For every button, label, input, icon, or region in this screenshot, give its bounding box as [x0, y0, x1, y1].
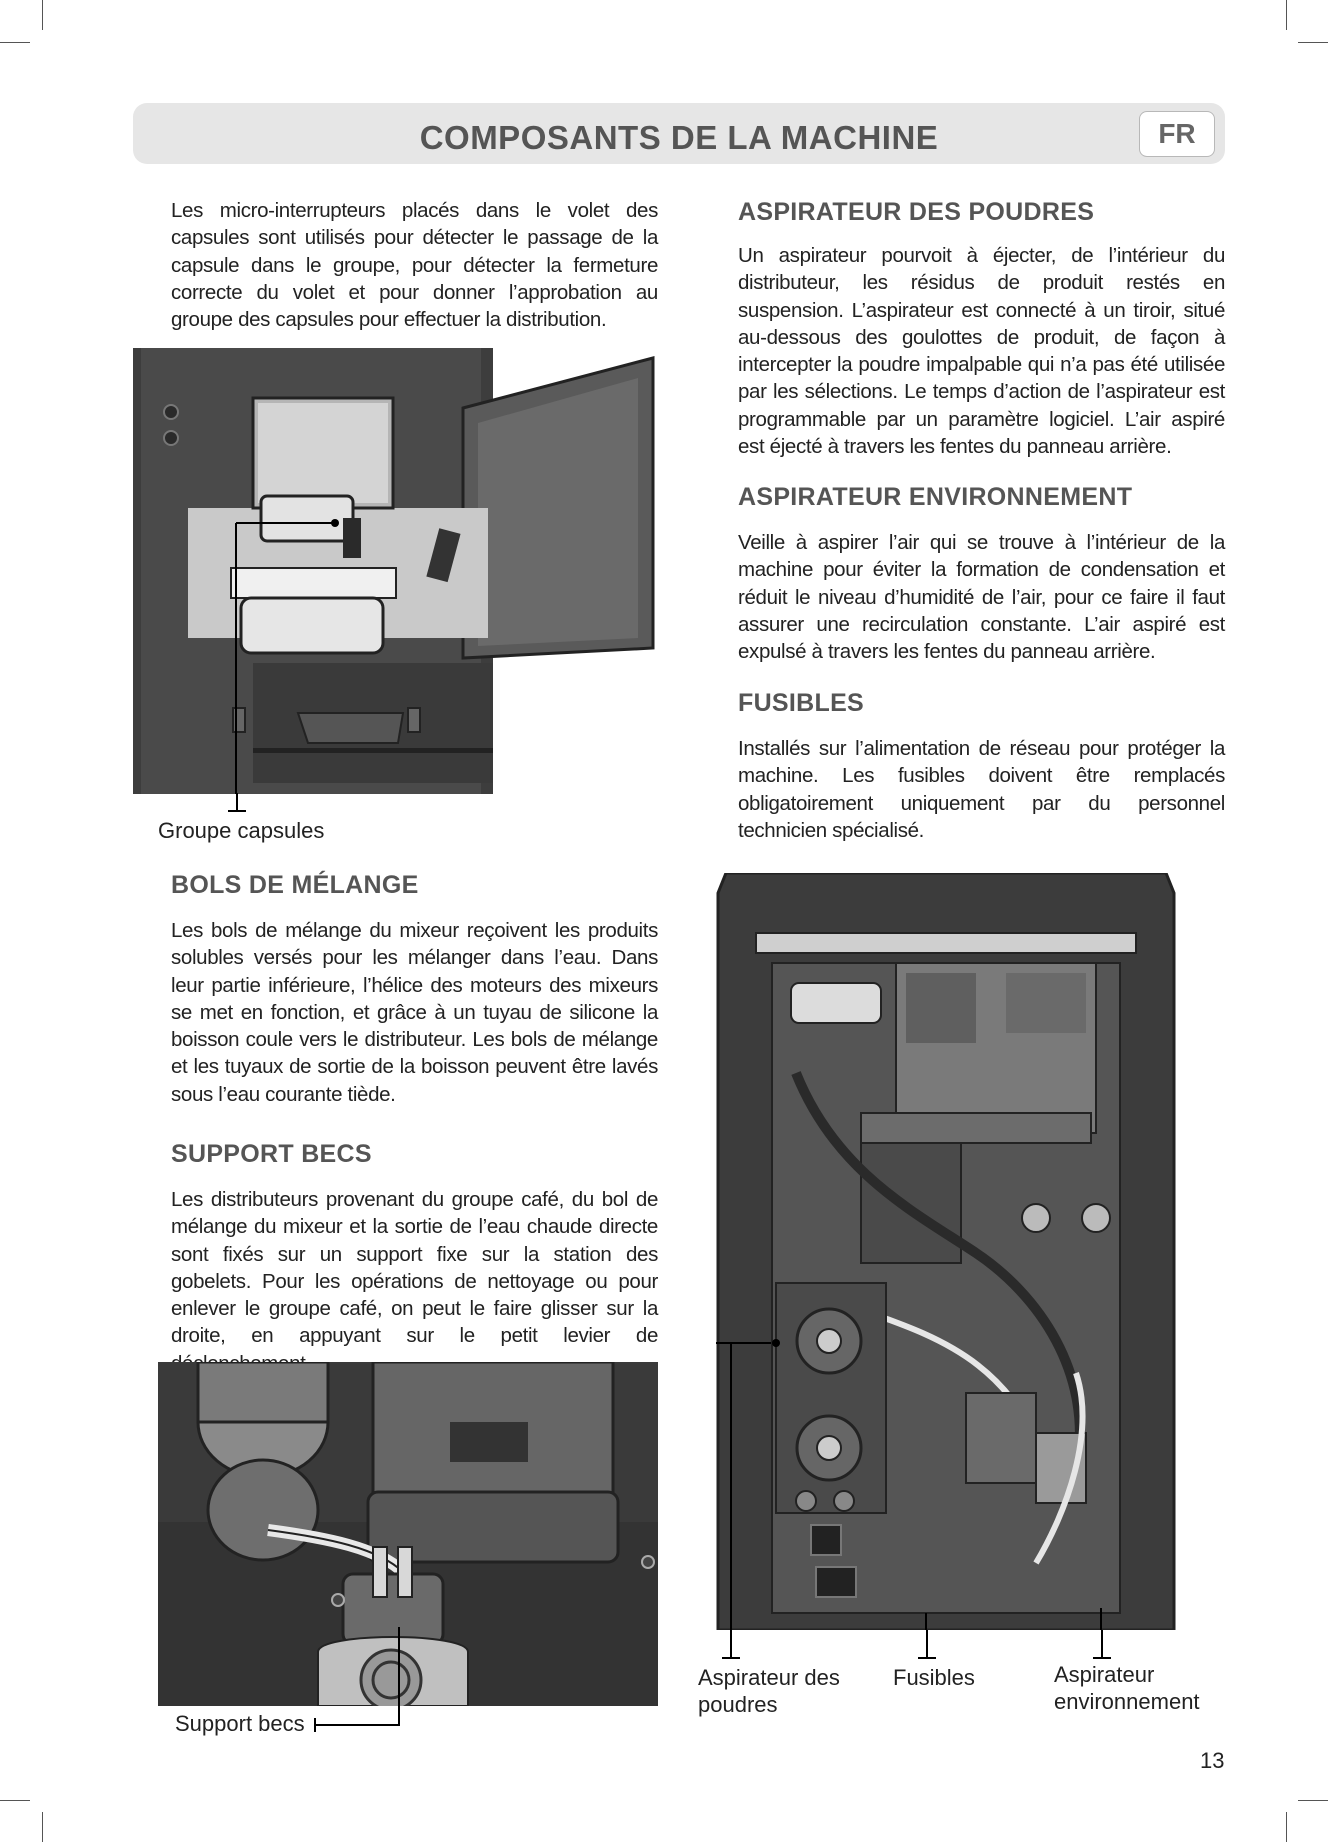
crop-mark-br-v	[1286, 1812, 1287, 1842]
callout-tick-capsules	[228, 810, 246, 812]
heading-fusibles: FUSIBLES	[738, 689, 865, 717]
page-number: 13	[1200, 1748, 1225, 1773]
paragraph-bols-de-melange: Les bols de mélange du mixeur reçoivent les produits solubles versés pour les mélanger dans l’eau. Dans leur partie inférieure, l’hélice des moteurs des mixeurs se met en fonction, et grâce à un tuyau de silicone la boisson coule vers le distributeur. Les bols de mélange et les tuyaux de sortie de la boisson peuvent être lavés sous l’eau courante tiède.	[171, 919, 658, 1106]
label-fusibles: Fusibles	[893, 1665, 975, 1690]
language-badge: FR	[1139, 111, 1215, 157]
callout-line-aspirateur-env-v	[1101, 1630, 1103, 1658]
callout-tick-becs	[314, 1718, 316, 1732]
label-aspirateur-environnement: Aspirateur environnement	[1054, 1662, 1200, 1714]
callout-line-aspirateur-env-tick	[1093, 1657, 1111, 1659]
paragraph-support-becs: Les distributeurs provenant du groupe café, du bol de mélange du mixeur et la sortie de l’eau chaude directe sont fixés sur un support fixe sur la station des gobelets. Pour les opérations de nettoyage ou pour enlever le groupe café, on peut le faire glisser sur la droite, en appuyant sur le petit levier de	[171, 1188, 658, 1348]
callout-line-fusibles-tick	[918, 1657, 936, 1659]
paragraph-aspirateur-environnement: Veille à aspirer l’air qui se trouve à l’intérieur de la machine pour éviter la formation de condensation et réduit le niveau d’humidité de l’air, pour ce faire il faut assurer une recirculation constante. L’air aspiré est expulsé à travers les fentes du panneau arrière.	[738, 531, 1225, 664]
callout-line-becs-v	[398, 1627, 400, 1725]
crop-mark-bl-h	[0, 1800, 30, 1801]
heading-support-becs: SUPPORT BECS	[171, 1140, 372, 1168]
page-title: COMPOSANTS DE LA MACHINE	[419, 119, 939, 156]
crop-mark-bl-v	[42, 1812, 43, 1842]
intro-paragraph: Les micro-interrupteurs placés dans le volet des capsules sont utilisés pour détecter le passage de la capsule dans le groupe, pour détecter la fermeture correcte du volet et pour donner l’approbation au groupe des capsules pour effectuer la distribution.	[171, 199, 658, 332]
figure-capsule-group	[133, 348, 658, 794]
figure-caption-capsules: Groupe capsules	[158, 818, 325, 843]
paragraph-fusibles: Installés sur l’alimentation de réseau pour protéger la machine. Les fusibles doivent être remplacés obligatoirement uniquement par du personnel technicien spécialisé.	[738, 737, 1225, 842]
crop-mark-tr-v	[1286, 0, 1287, 30]
crop-mark-tl-h	[0, 42, 30, 43]
section-header	[133, 103, 1225, 164]
figure-machine-interior	[716, 873, 1176, 1630]
crop-mark-tr-h	[1298, 42, 1328, 43]
crop-mark-tl-v	[42, 0, 43, 30]
callout-line-fusibles-v	[926, 1630, 928, 1658]
callout-line-becs-h	[315, 1724, 400, 1726]
callout-line-capsules	[236, 793, 238, 811]
heading-aspirateur-poudres: ASPIRATEUR DES POUDRES	[738, 198, 1095, 226]
heading-bols-de-melange: BOLS DE MÉLANGE	[171, 871, 419, 899]
callout-line-aspirateur-poudres-tick	[722, 1657, 740, 1659]
figure-support-becs	[158, 1362, 658, 1706]
crop-mark-br-h	[1298, 1800, 1328, 1801]
paragraph-aspirateur-poudres: Un aspirateur pourvoit à éjecter, de l’intérieur du distributeur, les résidus de produit restés en suspension. L’aspirateur est connecté à un tiroir, situé au-dessous des goulottes de produit, de façon à intercepter la poudre impalpable qui n’a pas été utilisée par les sélections. Le temps d’action de l’aspirateur est programmable par un paramètre logiciel. L’air aspiré est éjecté à travers les fentes du panneau arrière.	[738, 244, 1225, 459]
callout-line-aspirateur-poudres-v	[730, 1342, 732, 1658]
label-aspirateur-poudres: Aspirateur des poudres	[698, 1665, 840, 1717]
figure-caption-becs: Support becs	[175, 1711, 305, 1736]
heading-aspirateur-environnement: ASPIRATEUR ENVIRONNEMENT	[738, 483, 1133, 511]
